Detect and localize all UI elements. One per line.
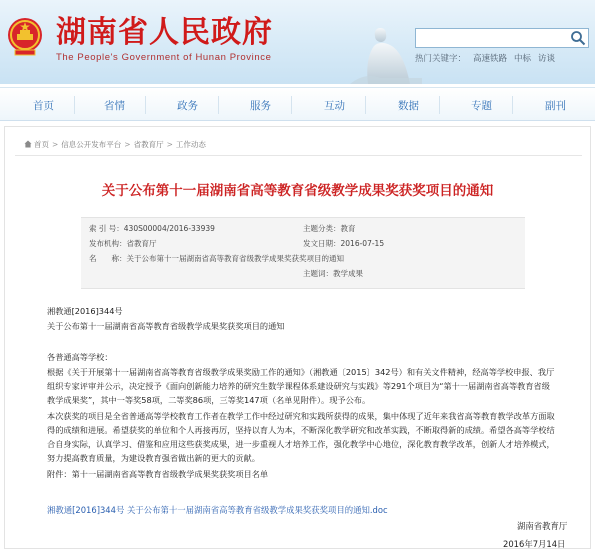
paragraph-line: 合自身实际，认真学习、借鉴和应用这些获奖成果，进一步重视人才培养工作，强化教学中心地位，深化教育教学改革，创新人才培养模式，: [47, 439, 555, 449]
home-icon: [24, 140, 32, 148]
document-number: 湘教通[2016]344号: [47, 306, 123, 316]
nav-divider: [145, 96, 146, 114]
search-input[interactable]: [415, 28, 589, 48]
meta-label: 主题词：: [303, 269, 333, 278]
nav-item-interaction[interactable]: 互动: [324, 100, 345, 112]
nav-item-province[interactable]: 省情: [104, 100, 125, 112]
nav-item-supplement[interactable]: 副刊: [545, 100, 566, 112]
document-subject-line: 关于公布第十一届湖南省高等教育省级教学成果奖获奖项目的通知: [47, 321, 285, 331]
hot-keyword-link[interactable]: 高速铁路: [473, 54, 508, 64]
search-icon[interactable]: [570, 30, 586, 46]
site-subtitle: The People's Government of Hunan Province: [56, 52, 272, 63]
statue-image: [350, 18, 422, 84]
meta-label: 索 引 号：: [89, 224, 124, 233]
divider: [15, 155, 582, 156]
breadcrumb-separator: >: [124, 140, 131, 149]
meta-name: [89, 253, 344, 264]
breadcrumb: [24, 139, 206, 150]
nav-item-topics[interactable]: 专题: [471, 100, 492, 112]
nav-item-government[interactable]: 政务: [177, 100, 198, 112]
breadcrumb-home[interactable]: 首页: [34, 140, 49, 149]
nav-divider: [365, 96, 366, 114]
meta-label: 发文日期：: [303, 239, 341, 248]
paragraph-line: 根据《关于开展第十一届湖南省高等教育省级教学成果奖励工作的通知》（湘教通〔2015〕342号）和有关文件精神，经高等学校申报、我厅: [47, 367, 555, 377]
nav-divider: [512, 96, 513, 114]
paragraph-line: 得的成绩和进展。希望获奖的单位和个人再接再厉，坚持以育人为本，不断深化教学研究和改革实践，不断取得新的成绩。希望各高等学校结: [47, 425, 555, 435]
meta-label: 主题分类：: [303, 224, 341, 233]
document-meta-table: [81, 217, 525, 289]
meta-value: 省教育厅: [126, 239, 157, 248]
meta-publisher: [89, 238, 157, 249]
nav-item-services[interactable]: 服务: [250, 100, 271, 112]
national-emblem-icon: [7, 17, 43, 57]
hot-keywords: [415, 52, 562, 64]
site-header: [0, 0, 595, 84]
breadcrumb-separator: >: [166, 140, 173, 149]
breadcrumb-work-news[interactable]: 工作动态: [175, 140, 206, 149]
document-salutation: 各普通高等学校：: [47, 352, 113, 362]
meta-theme: [303, 268, 363, 279]
meta-value: 2016-07-15: [340, 239, 385, 248]
signer: 湖南省教育厅: [517, 521, 568, 531]
hot-keyword-link[interactable]: 中标: [514, 54, 532, 64]
attachment-line: 附件：第十一届湖南省高等教育省级教学成果奖获奖项目名单: [47, 469, 269, 479]
meta-label: 名 称：: [89, 254, 127, 263]
sign-date: 2016年7月14日: [503, 539, 566, 549]
meta-value: 教学成果: [333, 269, 363, 278]
main-nav: [0, 87, 595, 121]
paragraph-line: 组织专家评审并公示，决定授予《面向创新能力培养的研究生数学课程体系建设研究与实践》等291个项目为“第十一届湖南省高等教育省级: [47, 381, 550, 391]
meta-category: [303, 223, 356, 234]
attachment-download-link[interactable]: 湘教通[2016]344号 关于公布第十一届湖南省高等教育省级教学成果奖获奖项目的通知.doc: [47, 505, 388, 515]
document-title: 关于公布第十一届湖南省高等教育省级教学成果奖获奖项目的通知: [101, 183, 494, 199]
nav-divider: [291, 96, 292, 114]
nav-item-home[interactable]: 首页: [33, 100, 54, 112]
breadcrumb-info-platform[interactable]: 信息公开发布平台: [61, 140, 122, 149]
content-panel: [4, 126, 591, 549]
paragraph-line: 努力提高教育质量，为建设教育强省做出新的更大的贡献。: [47, 453, 260, 463]
hot-keyword-link[interactable]: 访谈: [538, 54, 556, 64]
meta-index-number: [89, 223, 215, 234]
nav-divider: [218, 96, 219, 114]
nav-item-data[interactable]: 数据: [398, 100, 419, 112]
meta-value: 教育: [340, 224, 356, 233]
nav-divider: [74, 96, 75, 114]
meta-label: 发布机构：: [89, 239, 127, 248]
breadcrumb-education-dept[interactable]: 省教育厅: [133, 140, 164, 149]
breadcrumb-separator: >: [52, 140, 59, 149]
meta-value: 关于公布第十一届湖南省高等教育省级教学成果奖获奖项目的通知: [126, 254, 344, 263]
paragraph-line: 教学成果奖”，其中一等奖58项，二等奖86项，三等奖147项（名单见附件）。现予公布。: [47, 395, 371, 405]
nav-divider: [439, 96, 440, 114]
hot-keywords-label: 热门关键字：: [415, 54, 467, 64]
meta-value: 430S00004/2016-33939: [123, 224, 215, 233]
paragraph-line: 本次获奖的项目是全省普通高等学校教育工作者在教学工作中经过研究和实践所获得的成果，集中体现了近年来我省高等教育教学改革方面取: [47, 411, 555, 421]
meta-date: [303, 238, 384, 249]
site-title: 湖南省人民政府: [56, 15, 273, 50]
